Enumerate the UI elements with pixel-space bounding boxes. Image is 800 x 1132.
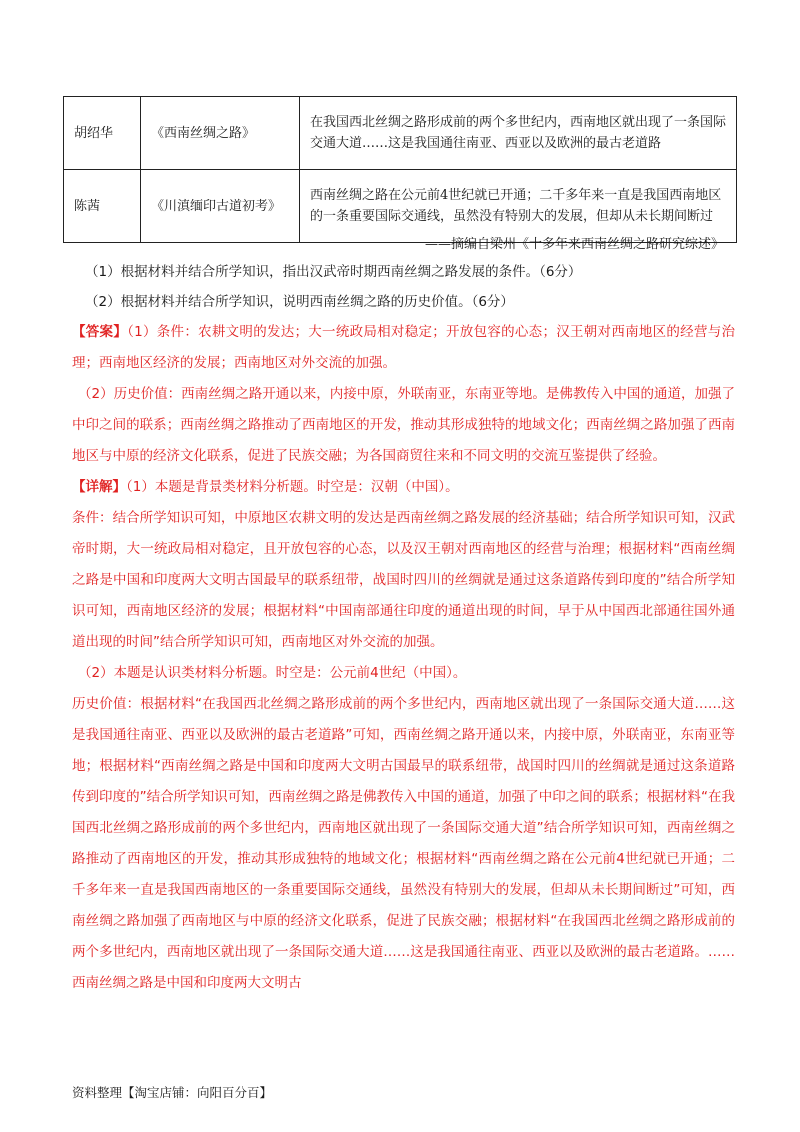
footer-note: 资料整理【淘宝店铺：向阳百分百】 [72, 1085, 273, 1100]
question-2: （2）根据材料并结合所学知识，说明西南丝绸之路的历史价值。（6分） [85, 294, 514, 310]
answer-part-1 [72, 317, 735, 379]
detail-historical-value: 历史价值：根据材料“在我国西北丝绸之路形成前的两个多世纪内，西南地区就出现了一条国际交通大道……这是我国通往南亚、西亚以及欧洲的最古老道路”可知，西南丝绸之路开通以来，内接中原，外联南亚，东南亚等地；根据材料“西南丝绸之路是中国和印度两大文明古国最早的联系纽带，战国时四川的丝绸就是通过这条道路传到印度的”结合所学知识可知，西南丝绸之路是佛教传入中国的通道，加强了中印之间的联系；根据材料“在我国西北丝绸之路形成前的两个多世纪内，西南地区就出现了一条国际交通大道”结合所学知识可知，西南丝绸之路推动了西南地区的开发，推动其形成独特的地域文化；根据材料“西南丝绸之路在公元前4世纪就已开通；二千多年来一直是我国西南地区的一条重要国际交通线，虽然没有特别大的发展，但却从未长期间断过”可知，西南丝绸之路加强了西南地区与中原的经济文化联系，促进了民族交融；根据材料“在我国西北丝绸之路形成前的两个多世纪内，西南地区就出现了一条国际交通大道……这是我国通往南亚、西亚以及欧洲的最古老道路。……西南丝绸之路是中国和印度两大文明古 [72, 696, 735, 991]
answer-section [72, 317, 735, 999]
content-cell: 在我国西北丝绸之路形成前的两个多世纪内，西南地区就出现了一条国际交通大道……这是我国通往南亚、西亚以及欧洲的最古老道路 [300, 97, 737, 170]
author-cell: 胡绍华 [64, 97, 141, 170]
detail-conditions: 条件：结合所学知识可知，中原地区农耕文明的发达是西南丝绸之路发展的经济基础；结合所学知识可知，汉武帝时期，大一统政局相对稳定，且开放包容的心态，以及汉王朝对西南地区的经营与治理；根据材料“西南丝绸之路是中国和印度两大文明古国最早的联系纽带，战国时四川的丝绸就是通过这条道路传到印度的”结合所学知识可知，西南地区经济的发展；根据材料“中国南部通往印度的通道出现的时间，早于从中国西北部通往国外通道出现的时间”结合所学知识可知，西南地区对外交流的加强。 [72, 510, 735, 650]
answer-part-1-text: （1）条件：农耕文明的发达；大一统政局相对稳定；开放包容的心态；汉王朝对西南地区的经营与治理；西南地区经济的发展；西南地区对外交流的加强。 [72, 324, 736, 371]
content-cell: 西南丝绸之路在公元前4世纪就已开通；二千多年来一直是我国西南地区的一条重要国际交通线，虽然没有特别大的发展，但却从未长期间断过 [300, 170, 737, 243]
answer-label: 【答案】 [72, 324, 128, 340]
detail-label: 【详解】 [72, 479, 126, 495]
work-title-cell: 《川滇缅印古道初考》 [141, 170, 300, 243]
work-title-cell: 《西南丝绸之路》 [141, 97, 300, 170]
source-table [63, 96, 737, 243]
detail-part-1-text: （1）本题是背景类材料分析题。时空是：汉朝（中国）。 [126, 479, 459, 495]
answer-part-2: （2）历史价值：西南丝绸之路开通以来，内接中原，外联南亚，东南亚等地。是佛教传入中国的通道，加强了中印之间的联系；西南丝绸之路推动了西南地区的开发，推动其形成独特的地域文化；西南丝绸之路加强了西南地区与中原的经济文化联系，促进了民族交融；为各国商贸往来和不同文明的交流互鉴提供了经验。 [72, 386, 735, 464]
author-cell: 陈茜 [64, 170, 141, 243]
source-citation: ——摘编自梁州《十多年来西南丝绸之路研究综述》 [424, 237, 724, 252]
table-row [64, 97, 737, 170]
table-row [64, 170, 737, 243]
detail-part-2: （2）本题是认识类材料分析题。时空是：公元前4世纪（中国）。 [78, 665, 467, 681]
detail-part-1 [72, 472, 735, 503]
question-1: （1）根据材料并结合所学知识，指出汉武帝时期西南丝绸之路发展的条件。（6分） [85, 264, 582, 280]
